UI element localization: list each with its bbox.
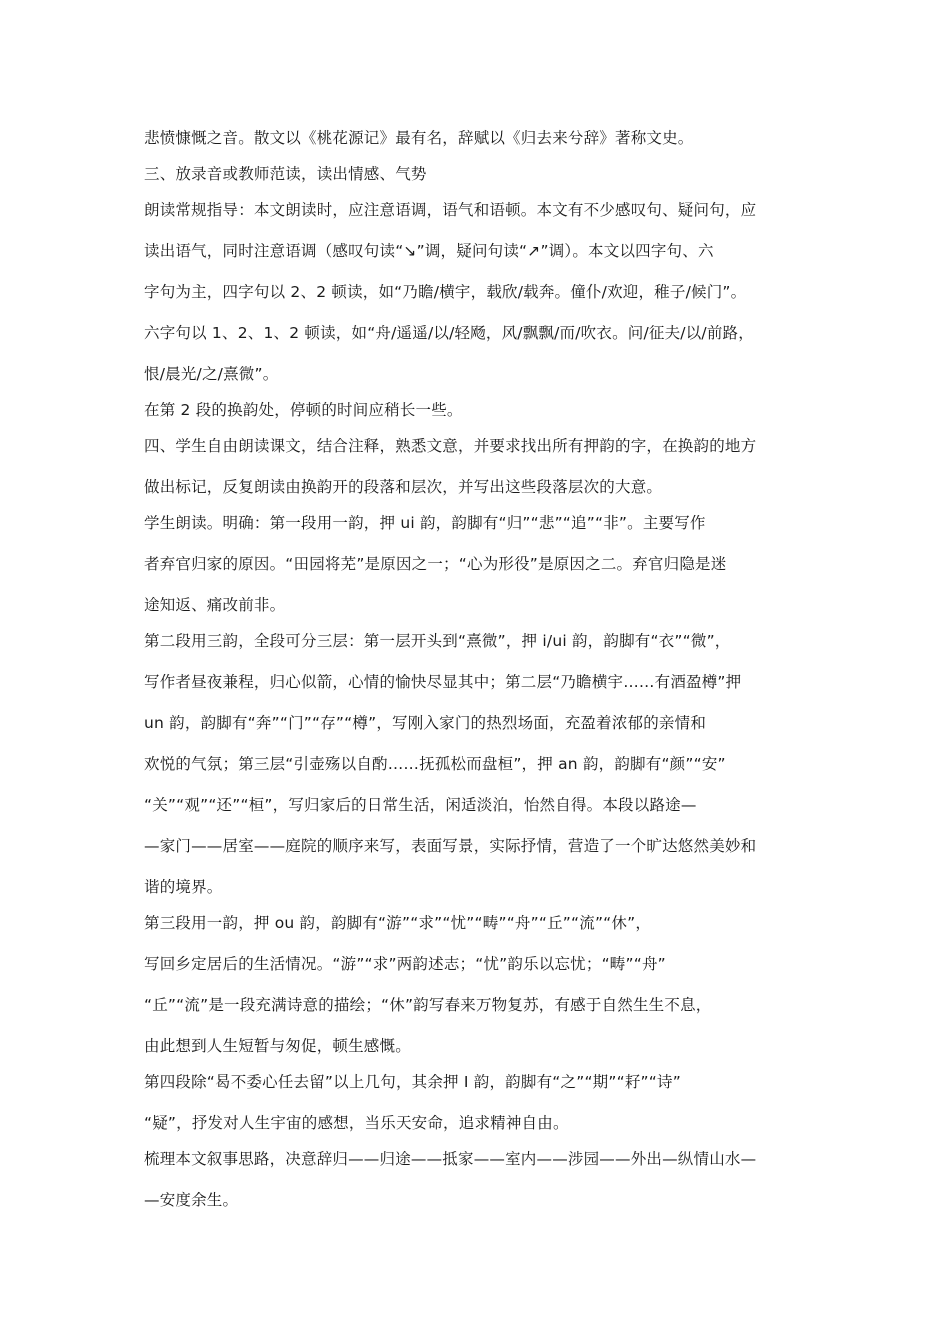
text-line: 朗读常规指导：本文朗读时，应注意语调，语气和语顿。本文有不少感叹句、疑问句，应 [144, 201, 757, 219]
text-line: 在第 2 段的换韵处，停顿的时间应稍长一些。 [144, 401, 463, 419]
text-line: 途知返、痛改前非。 [144, 596, 286, 614]
text-line: 读出语气，同时注意语调（感叹句读“↘”调，疑问句读“↗”调）。本文以四字句、六 [144, 242, 714, 260]
text-line: —家门——居室——庭院的顺序来写，表面写景，实际抒情，营造了一个旷达悠然美妙和 [144, 837, 757, 855]
text-line: 第二段用三韵，全段可分三层：第一层开头到“熹微”，押 i/ui 韵，韵脚有“衣”“微”， [144, 632, 731, 650]
text-line: 写作者昼夜兼程，归心似箭，心情的愉快尽显其中；第二层“乃瞻横宇……有酒盈樽”押 [144, 673, 742, 691]
document-body [144, 124, 812, 1214]
text-line: 第四段除“曷不委心任去留”以上几句，其余押 I 韵，韵脚有“之”“期”“耔”“诗” [144, 1073, 681, 1091]
section-heading: 四、学生自由朗读课文，结合注释，熟悉文意，并要求找出所有押韵的字，在换韵的地方 [144, 437, 757, 455]
text-line: 写回乡定居后的生活情况。“游”“求”两韵述志；“忧”韵乐以忘忧；“畴”“舟” [144, 955, 666, 973]
text-line: 做出标记，反复朗读由换韵开的段落和层次，并写出这些段落层次的大意。 [144, 478, 663, 496]
text-line: 六字句以 1、2、1、2 顿读，如“舟/遥遥/以/轻飏，风/飘飘/而/吹衣。问/征夫/以/前路， [144, 324, 754, 342]
text-line: “丘”“流”是一段充满诗意的描绘；“休”韵写春来万物复苏，有感于自然生生不息， [144, 996, 712, 1014]
text-line: 学生朗读。明确：第一段用一韵，押 ui 韵，韵脚有“归”“悲”“追”“非”。主要写作 [144, 514, 706, 532]
text-line: 恨/晨光/之/熹微”。 [144, 365, 279, 383]
text-line: 由此想到人生短暂与匆促，顿生感慨。 [144, 1037, 411, 1055]
text-line: 第三段用一韵，押 ou 韵，韵脚有“游”“求”“忧”“畴”“舟”“丘”“流”“休”， [144, 914, 652, 932]
text-line: “关”“观”“还”“桓”，写归家后的日常生活，闲适淡泊，怡然自得。本段以路途— [144, 796, 697, 814]
text-line: 梳理本文叙事思路，决意辞归——归途——抵家——室内——涉园——外出—纵情山水— [144, 1150, 757, 1168]
text-line: “疑”，抒发对人生宇宙的感想，当乐天安命，追求精神自由。 [144, 1114, 569, 1132]
text-line: 谐的境界。 [144, 878, 223, 896]
text-line: 悲愤慷慨之音。散文以《桃花源记》最有名，辞赋以《归去来兮辞》著称文史。 [144, 129, 694, 147]
text-line: —安度余生。 [144, 1191, 239, 1209]
text-line: un 韵，韵脚有“奔”“门”“存”“樽”，写刚入家门的热烈场面，充盈着浓郁的亲情和 [144, 714, 707, 732]
section-heading: 三、放录音或教师范读，读出情感、气势 [144, 165, 427, 183]
text-line: 者弃官归家的原因。“田园将芜”是原因之一；“心为形役”是原因之二。弃官归隐是迷 [144, 555, 727, 573]
text-line: 欢悦的气氛；第三层“引壶殇以自酌……抚孤松而盘桓”，押 an 韵，韵脚有“颜”“安” [144, 755, 726, 773]
text-line: 字句为主，四字句以 2、2 顿读，如“乃瞻/横宇，载欣/载奔。僮仆/欢迎，稚子/候门”。 [144, 283, 747, 301]
